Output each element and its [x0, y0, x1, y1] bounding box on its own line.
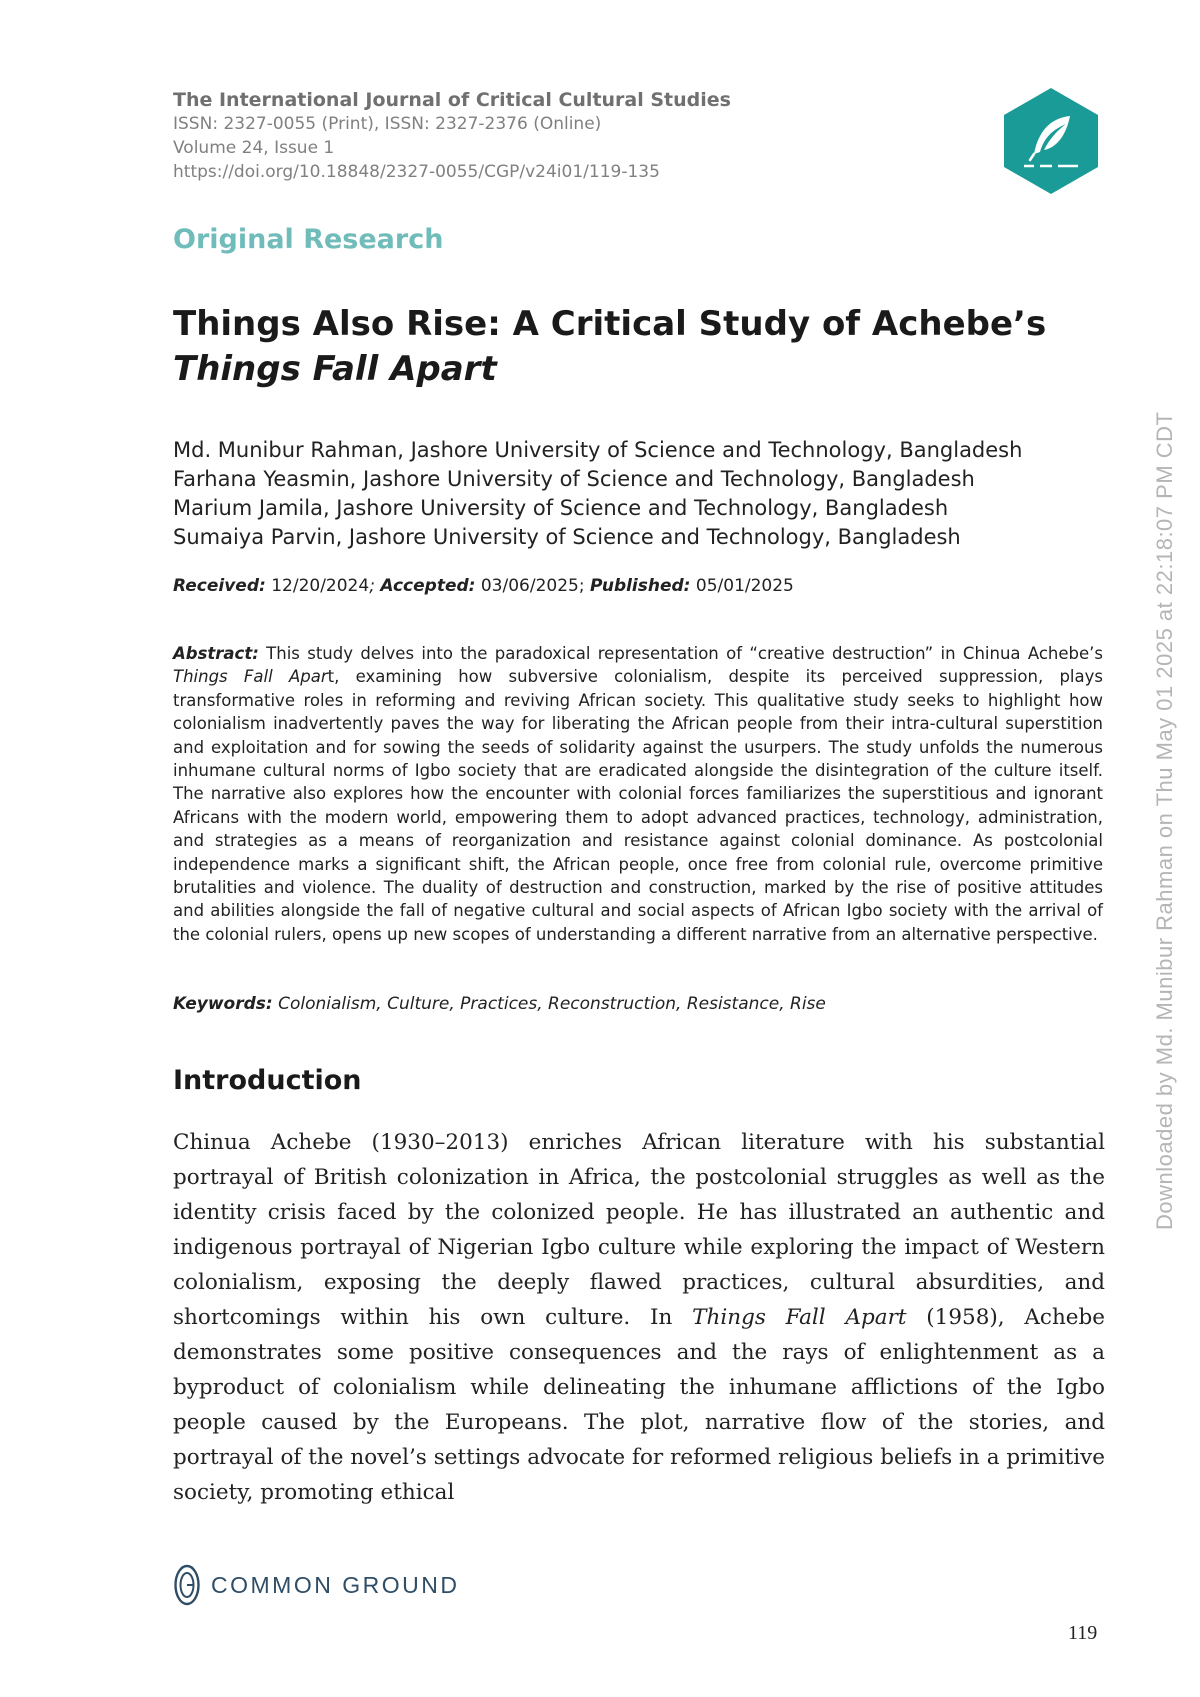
- article-title-italic: Things Fall Apart: [173, 349, 497, 389]
- publisher-footer: [173, 1563, 459, 1607]
- quill-feather-icon: [1000, 86, 1102, 196]
- abstract-text-1: This study delves into the paradoxical representation of “creative destruction” in Chinua Achebe’s: [266, 644, 1103, 663]
- publisher-name: COMMON GROUND: [211, 1571, 460, 1598]
- publication-dates: Received: 12/20/2024; Accepted: 03/06/2025; Published: 05/01/2025: [173, 576, 794, 596]
- accepted-date: 03/06/2025: [480, 576, 579, 596]
- intro-text-1: Chinua Achebe (1930–2013) enriches African literature with his substantial portrayal of British colonization in Africa, the postcolonial struggles as well as the identity crisis faced by the colonized people. He has illustrated an authentic and indigenous portrayal of Nigerian Igbo culture while exploring the impact of Western colonialism, exposing the deeply flawed practices, cultural absurdities, and shortcomings within his own culture. In: [173, 1130, 1105, 1330]
- journal-logo: [1000, 86, 1102, 196]
- abstract-text-2: t, examining how subversive colonialism, despite its perceived suppression, plays transformative roles in reforming and reviving African society. This qualitative study seeks to highlight how colonialism inadvertently paves the way for liberating the African people from their intra-cultural superstition and exploitation and for sowing the seeds of solidarity against the usurpers. The study unfolds the numerous inhumane cultural norms of Igbo society that are eradicated alongside the disintegration of the culture itself. The narrative also explores how the encounter with colonial forces familiarizes the superstitious and ignorant Africans with the modern world, empowering them to adopt advanced practices, technology, administration, and strategies as a means of reorganization and resistance against colonial dominance. As postcolonial independence marks a significant shift, the African people, once free from colonial rule, overcome primitive brutalities and violence. The duality of destruction and construction, marked by the rise of positive attitudes and abilities alongside the fall of negative cultural and social aspects of African Igbo society with the arrival of the colonial rulers, opens up new scopes of understanding a different narrative from an alternative perspective.: [173, 667, 1103, 944]
- page-number: 119: [1068, 1622, 1098, 1644]
- author-line: Marium Jamila, Jashore University of Science and Technology, Bangladesh: [173, 496, 949, 520]
- author-line: Farhana Yeasmin, Jashore University of Science and Technology, Bangladesh: [173, 467, 975, 491]
- introduction-heading: Introduction: [173, 1065, 362, 1096]
- journal-volume: Volume 24, Issue 1: [173, 138, 335, 158]
- intro-text-2: (1958), Achebe demonstrates some positive consequences and the rays of enlightenment as a byproduct of colonialism while delineating the inhumane afflictions of the Igbo people caused by the Europeans. The plot, narrative flow of the stories, and portrayal of the novel’s settings advocate for reformed religious beliefs in a primitive society, promoting ethical: [173, 1305, 1106, 1505]
- introduction-paragraph: [173, 1125, 1105, 1510]
- published-date: 05/01/2025: [695, 576, 794, 596]
- common-ground-logo-icon: [173, 1563, 201, 1607]
- section-label: Original Research: [173, 224, 444, 255]
- article-title: [173, 302, 1113, 392]
- received-date: 12/20/2024: [271, 576, 370, 596]
- intro-italic-1: Things Fall Apart: [692, 1305, 907, 1330]
- abstract-italic-1: Things Fall Apar: [173, 667, 328, 687]
- author-line: Sumaiya Parvin, Jashore University of Science and Technology, Bangladesh: [173, 525, 961, 549]
- keywords: [173, 994, 826, 1014]
- keywords-label: Keywords:: [173, 994, 273, 1014]
- keywords-text: Colonialism, Culture, Practices, Reconstruction, Resistance, Rise: [278, 994, 826, 1014]
- journal-title: The International Journal of Critical Cultural Studies: [173, 89, 731, 111]
- download-watermark: Downloaded by Md. Munibur Rahman on Thu May 01 2025 at 22:18:07 PM CDT: [1152, 411, 1177, 1230]
- received-label: Received:: [173, 576, 266, 596]
- author-list: [173, 436, 1103, 552]
- journal-header: [173, 88, 731, 184]
- article-title-main: Things Also Rise: A Critical Study of Achebe’s: [173, 304, 1047, 344]
- published-label: Published:: [589, 576, 691, 596]
- author-line: Md. Munibur Rahman, Jashore University of Science and Technology, Bangladesh: [173, 438, 1023, 462]
- journal-doi[interactable]: https://doi.org/10.18848/2327-0055/CGP/v24i01/119-135: [173, 162, 660, 182]
- accepted-label: Accepted:: [380, 576, 476, 596]
- journal-issn: ISSN: 2327-0055 (Print), ISSN: 2327-2376 (Online): [173, 114, 602, 134]
- abstract-label: Abstract:: [173, 644, 259, 663]
- abstract: [173, 642, 1103, 946]
